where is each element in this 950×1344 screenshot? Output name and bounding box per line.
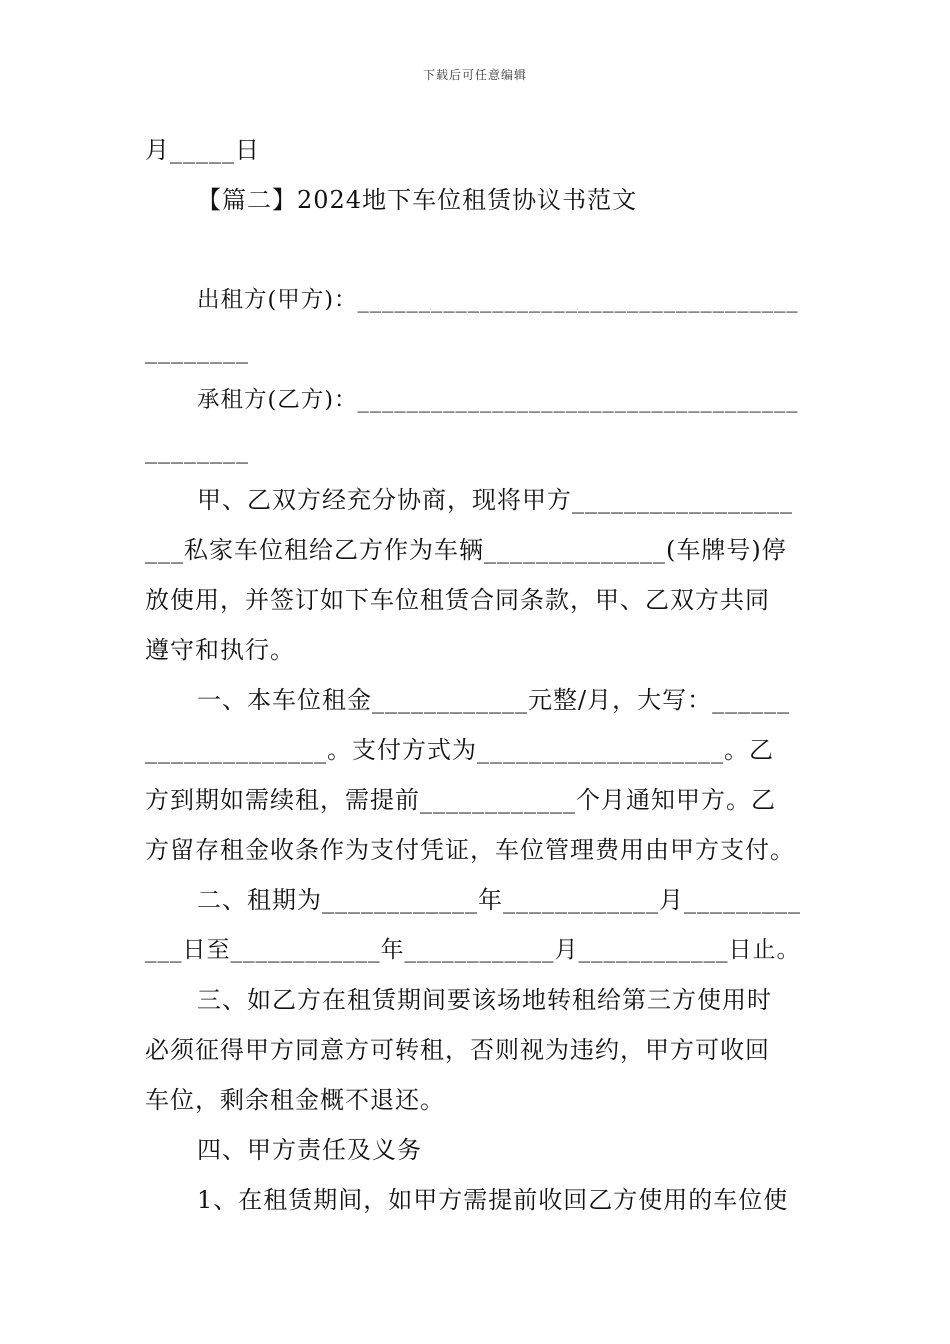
- lessor-field-continuation: ________: [145, 336, 249, 364]
- clause-3-line-3: 车位，剩余租金概不退还。: [145, 1086, 445, 1114]
- page-header: 下载后可任意编辑: [422, 68, 527, 82]
- clause-3-line-1: 三、如乙方在租赁期间要该场地转租给第三方使用时: [197, 986, 772, 1014]
- lessee-field-continuation: ________: [145, 436, 249, 464]
- date-line: 月_____日: [145, 136, 260, 164]
- preamble-line-2: ___私家车位租给乙方作为车辆______________(车牌号)停: [145, 536, 787, 564]
- clause-4-heading: 四、甲方责任及义务: [197, 1136, 422, 1164]
- document-body: [145, 125, 807, 1225]
- preamble-line-3: 放使用，并签订如下车位租赁合同条款，甲、乙双方共同: [145, 586, 770, 614]
- section-title: 【篇二】2024地下车位租赁协议书范文: [197, 186, 638, 214]
- clause-1-line-4: 方留存租金收条作为支付凭证，车位管理费用由甲方支付。: [145, 836, 795, 864]
- clause-2-line-1: 二、租期为____________年____________月_________: [197, 886, 801, 914]
- clause-1-line-1: 一、本车位租金____________元整/月，大写：______: [197, 686, 791, 714]
- lessee-field: 承租方(乙方)：____________________________________: [197, 387, 799, 413]
- lessor-field: 出租方(甲方)：____________________________________: [197, 287, 799, 313]
- preamble-line-1: 甲、乙双方经充分协商，现将甲方_________________: [197, 486, 793, 514]
- clause-4-item-1: 1、在租赁期间，如甲方需提前收回乙方使用的车位使: [197, 1186, 789, 1214]
- clause-1-line-3: 方到期如需续租，需提前____________个月通知甲方。乙: [145, 786, 776, 814]
- clause-1-line-2: ______________。支付方式为___________________。乙: [145, 736, 774, 764]
- clause-2-line-2: ___日至____________年____________月____________日止。: [145, 937, 801, 963]
- preamble-line-4: 遵守和执行。: [145, 636, 295, 664]
- clause-3-line-2: 必须征得甲方同意方可转租，否则视为违约，甲方可收回: [145, 1036, 770, 1064]
